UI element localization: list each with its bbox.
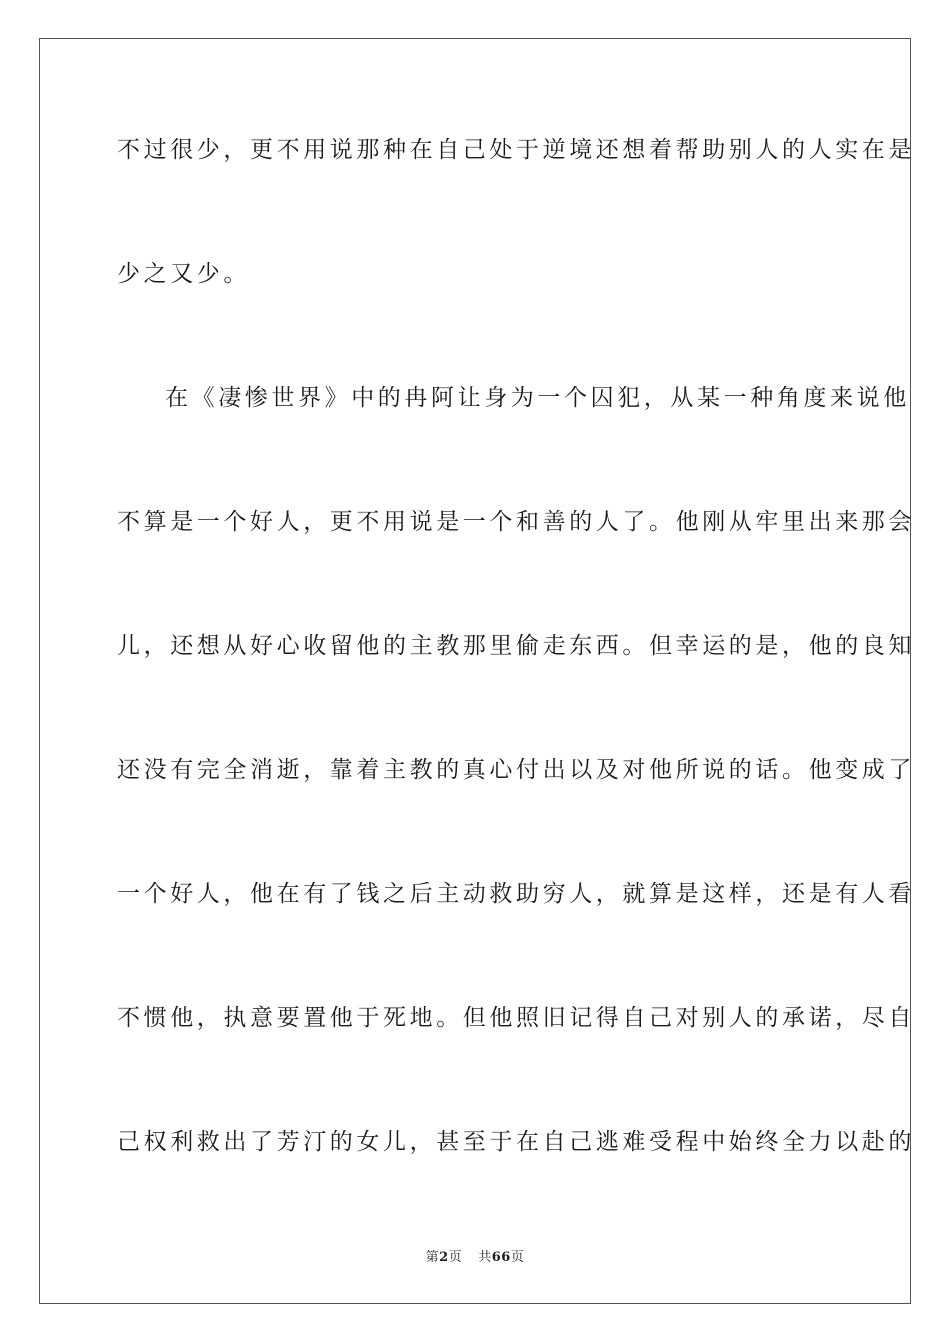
text-line: 不惯他，执意要置他于死地。但他照旧记得自己对别人的承诺，尽自	[117, 1005, 915, 1031]
text-line: 不过很少，更不用说那种在自己处于逆境还想着帮助别人的人实在是	[117, 137, 915, 163]
text-line: 不算是一个好人，更不用说是一个和善的人了。他刚从牢里出来那会	[117, 509, 915, 535]
page-footer	[0, 1246, 950, 1265]
text-line: 儿，还想从好心收留他的主教那里偷走东西。但幸运的是，他的良知	[117, 633, 915, 659]
page-suffix: 页	[448, 1250, 463, 1265]
text-line: 少之又少。	[117, 261, 250, 287]
total-pages: 66	[491, 1250, 511, 1265]
total-prefix: 共	[478, 1250, 492, 1265]
text-line: 还没有完全消逝，靠着主教的真心付出以及对他所说的话。他变成了	[117, 757, 915, 783]
page-number: 2	[439, 1250, 449, 1265]
total-suffix: 页	[510, 1250, 525, 1265]
text-line-paragraph-start: 在《凄惨世界》中的冉阿让身为一个囚犯，从某一种角度来说他	[165, 385, 910, 411]
page-prefix: 第	[425, 1250, 440, 1265]
text-line: 己权利救出了芳汀的女儿，甚至于在自己逃难受程中始终全力以赴的	[117, 1129, 915, 1155]
text-line: 一个好人，他在有了钱之后主动救助穷人，就算是这样，还是有人看	[117, 881, 915, 907]
document-body	[117, 124, 915, 1240]
